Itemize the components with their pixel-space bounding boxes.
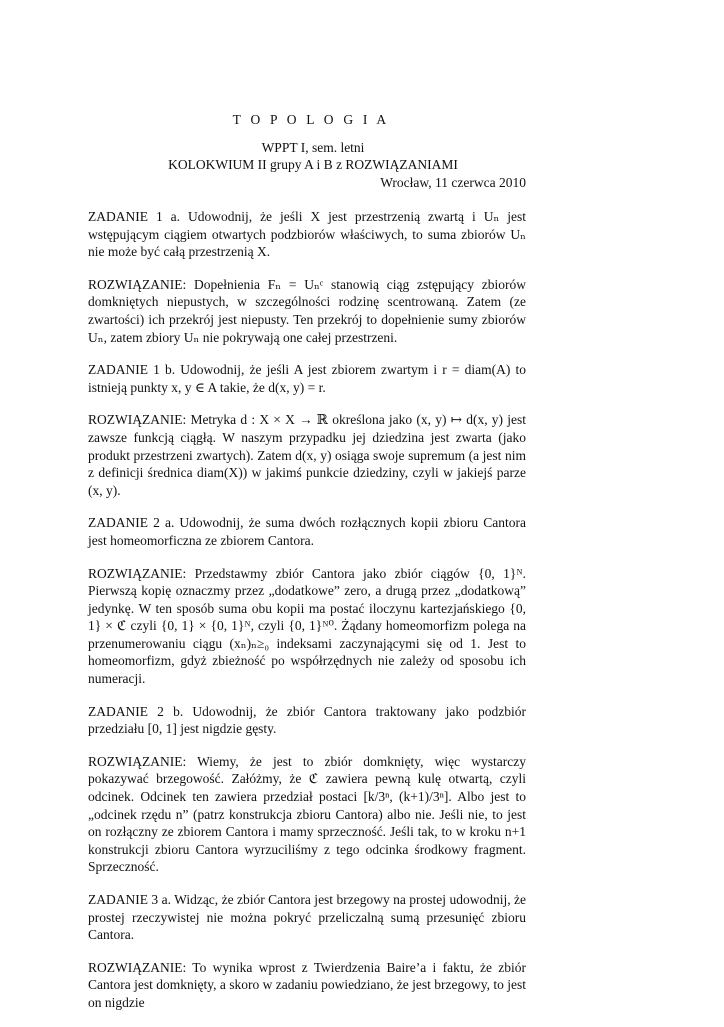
exam-line: KOLOKWIUM II grupy A i B z ROZWIĄZANIAMI xyxy=(168,157,458,172)
document-title: T O P O L O G I A xyxy=(232,112,390,127)
problem-2a: ZADANIE 2 a. Udowodnij, że suma dwóch rozłącznych kopii zbioru Cantora jest homeomorficzna ze zbiorem Cantora. xyxy=(88,515,526,548)
problem-2b: ZADANIE 2 b. Udowodnij, że zbiór Cantora traktowany jako podzbiór przedziału [0, 1] jest nigdzie gęsty. xyxy=(88,703,526,737)
solution-2b: ROZWIĄZANIE: Wiemy, że jest to zbiór domknięty, więc wystarczy pokazywać brzegowość. Załóżmy, że ℭ zawiera pewną kulę otwartą, czyli odcinek. Odcinek ten zawiera przedział postaci [k/3ⁿ, (k+1)/3ⁿ]. Albo jest to „odcinek rzędu n” (patrz konstrukcja zbioru Cantora) albo nie. Jeśli nie, to jest on rozłączny ze zbiorem Cantora i mamy sprzeczność. Jeśli tak, to w kroku n+1 konstrukcji zbioru Cantora wyrzuciliśmy z tego odcinka środkowy fragment. Sprzeczność. xyxy=(88,753,526,875)
course-line: WPPT I, sem. letni xyxy=(261,140,365,155)
solution-3a: ROZWIĄZANIE: To wynika wprost z Twierdzenia Baire’a i faktu, że zbiór Cantora jest domknięty, a skoro w zadaniu powiedziano, że jest brzegowy, to jest on nigdzie xyxy=(88,959,526,1010)
solution-1b: ROZWIĄZANIE: Metryka d : X × X → ℝ określona jako (x, y) ↦ d(x, y) jest zawsze funkcją ciągłą. W naszym przypadku jej dziedzina jest zwarta (jako produkt przestrzeni zwartych). Zatem d(x, y) osiąga swoje supremum (a jest nim z definicji średnica diam(X)) w jakimś punkcie dziedziny, czyli w jakiejś parze (x, y). xyxy=(88,412,526,498)
problem-1b: ZADANIE 1 b. Udowodnij, że jeśli A jest zbiorem zwartym i r = diam(A) to istnieją punkty x, y ∈ A takie, że d(x, y) = r. xyxy=(88,362,526,395)
problem-3a: ZADANIE 3 a. Widząc, że zbiór Cantora jest brzegowy na prostej udowodnij, że prostej rzeczywistej nie można pokryć przeliczalną sumą przesunięć zbioru Cantora. xyxy=(88,892,526,943)
place-date-line: Wrocław, 11 czerwca 2010 xyxy=(380,175,526,190)
solution-2a: ROZWIĄZANIE: Przedstawmy zbiór Cantora jako zbiór ciągów {0, 1}ᴺ. Pierwszą kopię oznaczmy przez „dodatkowe” zero, a drugą przez „dodatkową” jedynkę. W ten sposób suma obu kopii ma postać iloczynu kartezjańskiego {0, 1} × ℭ czyli {0, 1} × {0, 1}ᴺ, czyli {0, 1}ᴺ⁰. Żądany homeomorfizm polega na przenumerowaniu ciągu (xₙ)ₙ≥₀ indeksami zaczynającymi się od 1. Jest to homeomorfizm, gdyż zbieżność po współrzędnych nie zależy od sposobu ich numeracji. xyxy=(88,565,526,687)
solution-1a: ROZWIĄZANIE: Dopełnienia Fₙ = Uₙᶜ stanowią ciąg zstępujący zbiorów domkniętych niepustych, w szczególności rodzinę scentrowaną. Zatem (ze zwartości) ich przekrój jest niepusty. Ten przekrój to dopełnienie sumy zbiorów Uₙ, zatem zbiory Uₙ nie pokrywają one całej przestrzeni. xyxy=(88,276,526,345)
document-body xyxy=(88,208,526,1027)
problem-1a: ZADANIE 1 a. Udowodnij, że jeśli X jest przestrzenią zwartą i Uₙ jest wstępującym ciągiem otwartych podzbiorów właściwych, to suma zbiorów Uₙ nie może być całą przestrzenią X. xyxy=(88,209,526,260)
